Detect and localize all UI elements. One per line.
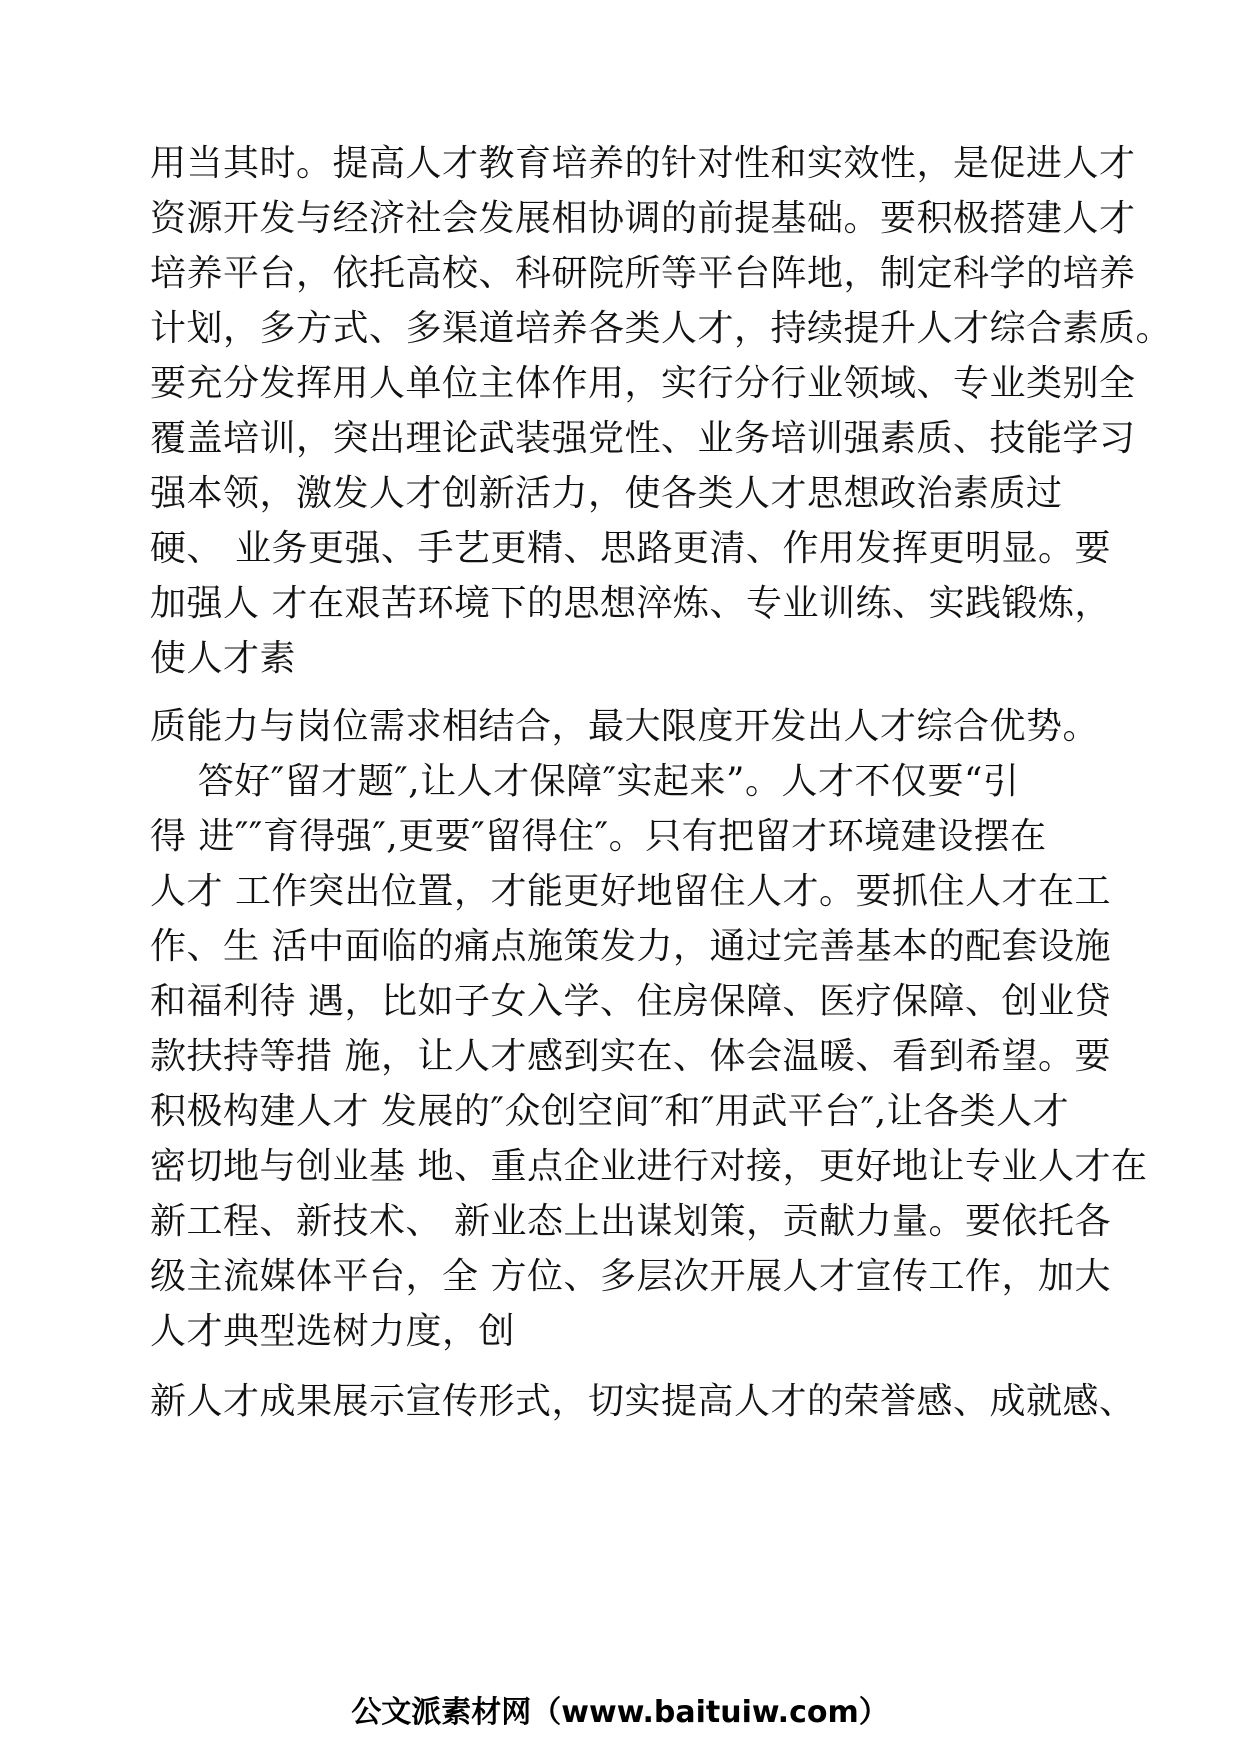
text-line: 加强人 才在艰苦环境下的思想淬炼、专业训练、实践锻炼， <box>150 583 1111 624</box>
text-line: 新人才成果展示宣传形式，切实提高人才的荣誉感、成就感、 <box>150 1381 1136 1422</box>
text-line: 培养平台，依托高校、科研院所等平台阵地，制定科学的培养 <box>150 253 1136 294</box>
text-line: 强本领，激发人才创新活力，使各类人才思想政治素质过 <box>150 473 1063 514</box>
text-line: 人才 工作突出位置，才能更好地留住人才。要抓住人才在工 <box>150 871 1111 912</box>
text-line: 级主流媒体平台，全 方位、多层次开展人才宣传工作，加大 <box>150 1256 1111 1297</box>
text-line: 款扶持等措 施，让人才感到实在、体会温暖、看到希望。要 <box>150 1036 1111 1077</box>
text-line: 作、生 活中面临的痛点施策发力，通过完善基本的配套设施 <box>150 926 1111 967</box>
text-line: 要充分发挥用人单位主体作用，实行分行业领域、专业类别全 <box>150 363 1136 404</box>
text-line: 硬、 业务更强、手艺更精、思路更清、作用发挥更明显。要 <box>150 528 1111 569</box>
text-line: 用当其时。提高人才教育培养的针对性和实效性，是促进人才 <box>150 143 1136 184</box>
text-line: 质能力与岗位需求相结合，最大限度开发出人才综合优势。 <box>150 706 1100 747</box>
text-line: 密切地与创业基 地、重点企业进行对接，更好地让专业人才在 <box>150 1146 1148 1187</box>
text-line: 覆盖培训，突出理论武装强党性、业务培训强素质、技能学习 <box>150 418 1136 459</box>
text-line: 积极构建人才 发展的″众创空间″和″用武平台″,让各类人才 <box>150 1091 1070 1132</box>
text-line: 人才典型选树力度，创 <box>150 1311 516 1352</box>
text-line: 使人才素 <box>150 638 297 679</box>
paragraph-start-line: 答好″留才题″,让人才保障″实起来”。人才不仅要“引 <box>150 761 1020 802</box>
text-line: 得 进″″育得强″,更要″留得住″。只有把留才环境建设摆在 <box>150 816 1047 857</box>
text-line: 资源开发与经济社会发展相协调的前提基础。要积极搭建人才 <box>150 198 1136 239</box>
text-line: 和福利待 遇，比如子女入学、住房保障、医疗保障、创业贷 <box>150 981 1111 1022</box>
text-line: 新工程、新技术、 新业态上出谋划策，贡献力量。要依托各 <box>150 1201 1111 1242</box>
footer-source: 公文派素材网（www.baituiw.com） <box>351 1695 889 1730</box>
text-line: 计划，多方式、多渠道培养各类人才，持续提升人才综合素质。 <box>150 308 1173 349</box>
